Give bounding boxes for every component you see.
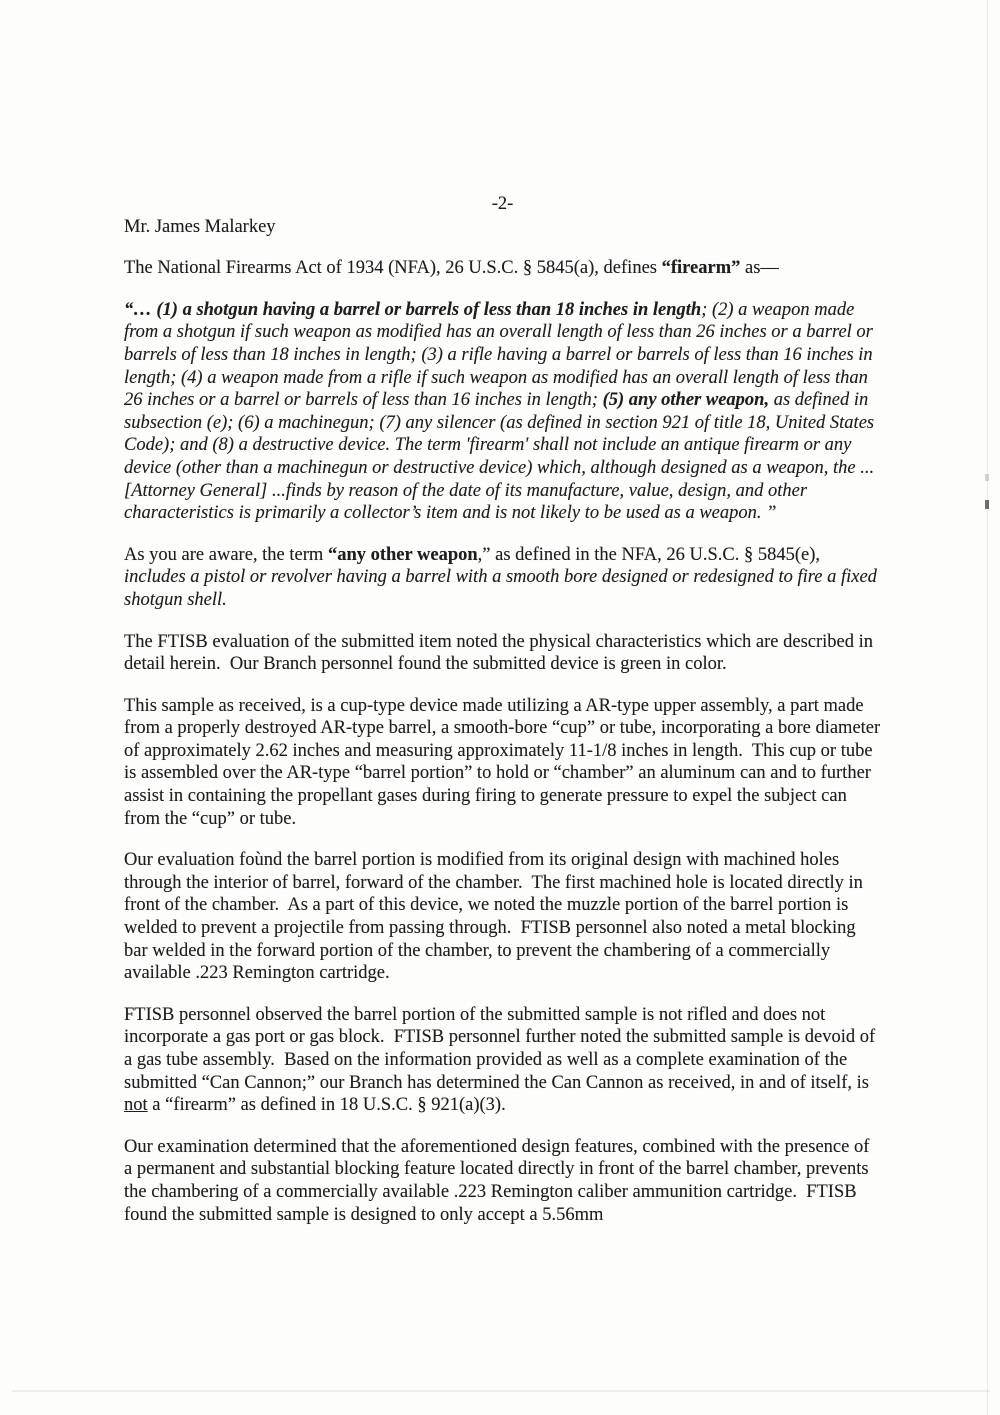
paragraph-any-other-weapon-definition: As you are aware, the term “any other weapon,” as defined in the NFA, 26 U.S.C. § 5845(e), includes a pistol or revolver having a barrel with a smooth bore designed or redesigned to fire a fixed shotgun shell. — [124, 544, 882, 610]
paragraph-ftisb-evaluation-summary: The FTISB evaluation of the submitted item noted the physical characteristics which are described in detail herein. Our Branch personnel found the submitted device is green in color. — [124, 631, 878, 675]
paragraph-statute-quote: “… (1) a shotgun having a barrel or barrels of less than 18 inches in length; (2) a weapon made from a shotgun if such weapon as modified has an overall length of less than 26 inches or a barrel or barrels of less than 18 inches in length; (3) a rifle having a barrel or barrels of less than 16 inches in length; (4) a weapon made from a rifle if such weapon as modified has an overall length of less than 26 inches or a barrel or barrels of less than 16 inches in length; (5) any other weapon, as defined in subsection (e); (6) a machinegun; (7) any silencer (as defined in section 921 of title 18, United States Code); and (8) a destructive device. The term 'firearm' shall not include an antique firearm or any device (other than a machinegun or destructive device) which, although designed as a weapon, the ...[Attorney General] ...finds by reason of the date of its manufacture, value, design, and other characteristics is primarily a collector’s item and is not likely to be used as a weapon. ” — [124, 299, 879, 524]
recipient-name: Mr. James Malarkey — [124, 216, 276, 237]
scan-artifact-bottom-line — [12, 1390, 990, 1392]
scan-artifact-dark-tick — [985, 500, 989, 509]
page-number: -2- — [491, 194, 514, 214]
scan-artifact-right-edge-line — [987, 0, 988, 1415]
paragraph-nfa-definition-intro: The National Firearms Act of 1934 (NFA), 26 U.S.C. § 5845(a), defines “firearm” as— — [124, 258, 779, 279]
scan-artifact-light-tick — [985, 474, 989, 481]
letter-body — [124, 193, 885, 1226]
paragraph-examination-conclusion: Our examination determined that the aforementioned design features, combined with the presence of a permanent and substantial blocking feature located directly in front of the barrel chamber, prevents the chambering of a commercially available .223 Remington caliber ammunition cartridge. FTISB found the submitted sample is designed to only accept a 5.56mm — [124, 1136, 875, 1225]
paragraph-barrel-modification-findings: Our evaluation foùnd the barrel portion is modified from its original design with machined holes through the interior of barrel, forward of the chamber. The first machined hole is located directly in front of the chamber. As a part of this device, we noted the muzzle portion of the barrel portion is welded to prevent a projectile from passing through. FTISB personnel also noted a metal blocking bar welded in the forward portion of the chamber, to prevent the chambering of a commercially available .223 Remington cartridge. — [124, 850, 868, 984]
paragraph-sample-description: This sample as received, is a cup-type device made utilizing a AR-type upper assembly, a part made from a properly destroyed AR-type barrel, a smooth-bore “cup” or tube, incorporating a bore diameter of approximately 2.62 inches and measuring approximately 11-1/8 inches in length. This cup or tube is assembled over the AR-type “barrel portion” to hold or “chamber” an aluminum can and to further assist in containing the propellant gases during firing to generate pressure to expel the subject can from the “cup” or tube. — [124, 695, 885, 829]
paragraph-determination-not-firearm: FTISB personnel observed the barrel portion of the submitted sample is not rifled and does not incorporate a gas port or gas block. FTISB personnel further noted the submitted sample is devoid of a gas tube assembly. Based on the information provided as well as a complete examination of the submitted “Can Cannon;” our Branch has determined the Can Cannon as received, in and of itself, is not a “firearm” as defined in 18 U.S.C. § 921(a)(3). — [124, 1004, 880, 1116]
